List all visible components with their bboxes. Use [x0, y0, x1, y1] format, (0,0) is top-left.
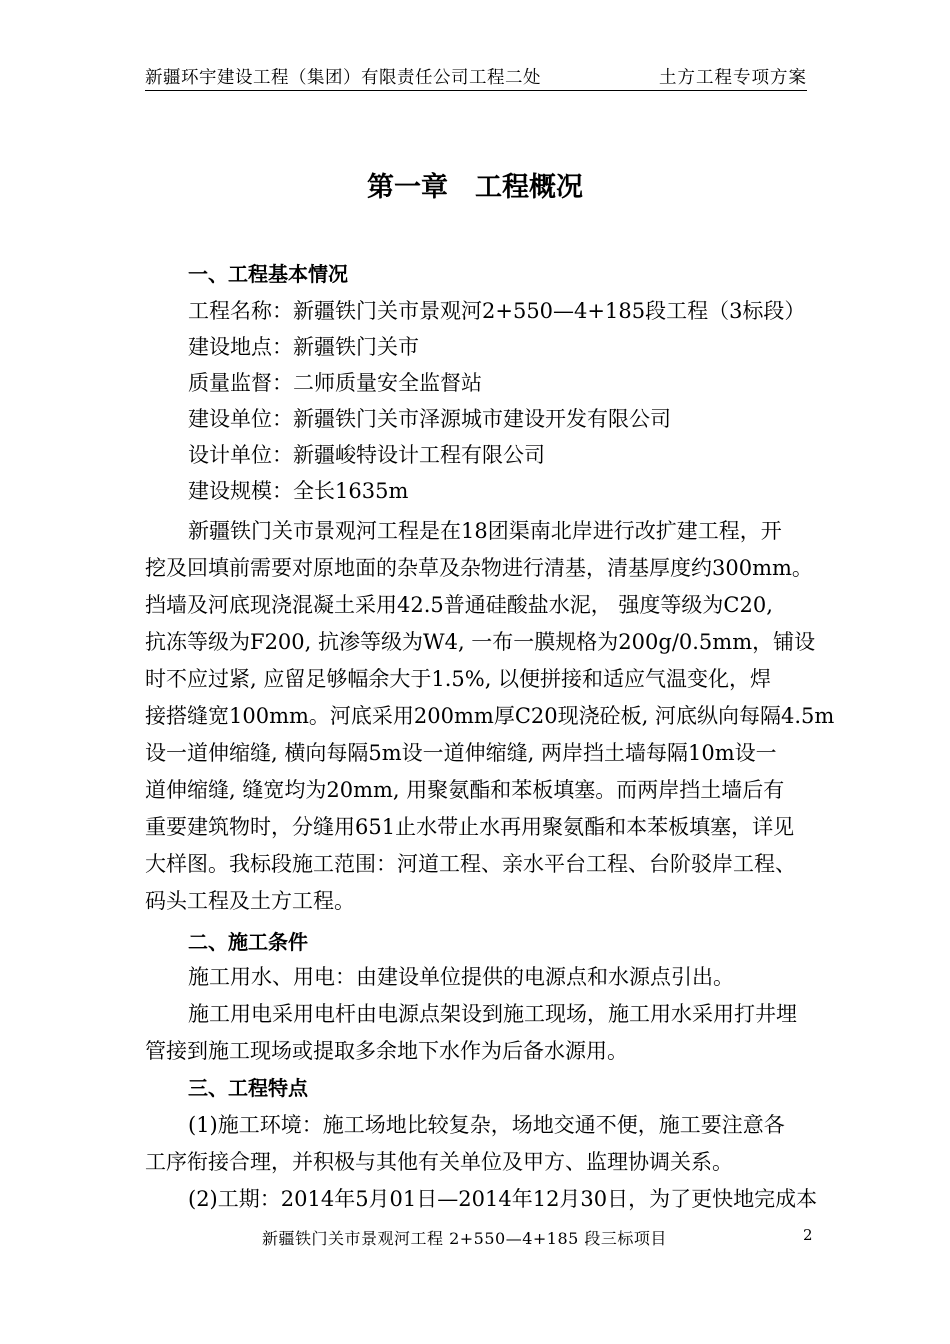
paragraph-line: 挡墙及河底现浇混凝土采用42.5普通硅酸盐水泥， 强度等级为C20, — [145, 593, 773, 617]
header-doc-title: 土方工程专项方案 — [659, 68, 807, 88]
paragraph-line: 接搭缝宽100mm。河底采用200mm厚C20现浇砼板, 河底纵向每隔4.5m — [145, 704, 835, 728]
paragraph-line: 工序衔接合理，并积极与其他有关单位及甲方、监理协调关系。 — [145, 1150, 733, 1174]
paragraph-line: 新疆铁门关市景观河工程是在18团渠南北岸进行改扩建工程，开 — [188, 519, 782, 543]
section-heading-2: 二、施工条件 — [188, 930, 308, 954]
page-header — [145, 62, 807, 91]
info-owner: 建设单位：新疆铁门关市泽源城市建设开发有限公司 — [188, 407, 671, 431]
paragraph-line: 抗冻等级为F200, 抗渗等级为W4, 一布一膜规格为200g/0.5mm，铺设 — [145, 630, 816, 654]
chapter-title: 第一章 工程概况 — [367, 172, 583, 203]
page-number: 2 — [803, 1226, 813, 1244]
paragraph-line: 施工用电采用电杆由电源点架设到施工现场，施工用水采用打井埋 — [188, 1002, 797, 1026]
section-heading-1: 一、工程基本情况 — [188, 262, 348, 286]
info-location: 建设地点：新疆铁门关市 — [188, 335, 419, 359]
info-quality-supervision: 质量监督：二师质量安全监督站 — [188, 371, 482, 395]
paragraph-line: 码头工程及土方工程。 — [145, 889, 355, 913]
info-scale: 建设规模：全长1635m — [188, 479, 409, 503]
info-project-name: 工程名称：新疆铁门关市景观河2+550—4+185段工程（3标段） — [188, 299, 806, 323]
paragraph-line: 施工用水、用电：由建设单位提供的电源点和水源点引出。 — [188, 965, 734, 989]
info-designer: 设计单位：新疆峻特设计工程有限公司 — [188, 443, 545, 467]
paragraph-line: 挖及回填前需要对原地面的杂草及杂物进行清基，清基厚度约300mm。 — [145, 556, 813, 580]
paragraph-line: 管接到施工现场或提取多余地下水作为后备水源用。 — [145, 1039, 628, 1063]
section-heading-3: 三、工程特点 — [188, 1076, 308, 1100]
paragraph-line: 重要建筑物时，分缝用651止水带止水再用聚氨酯和本苯板填塞，详见 — [145, 815, 795, 839]
paragraph-line: 大样图。我标段施工范围：河道工程、亲水平台工程、台阶驳岸工程、 — [145, 852, 796, 876]
paragraph-line: 道伸缩缝, 缝宽均为20mm, 用聚氨酯和苯板填塞。而两岸挡土墙后有 — [145, 778, 785, 802]
footer-project: 新疆铁门关市景观河工程 2+550—4+185 段三标项目 — [262, 1229, 667, 1248]
paragraph-line: 时不应过紧, 应留足够幅余大于1.5%, 以便拼接和适应气温变化，焊 — [145, 667, 772, 691]
header-company: 新疆环宇建设工程（集团）有限责任公司工程二处 — [145, 68, 541, 88]
paragraph-line: (2)工期：2014年5月01日—2014年12月30日，为了更快地完成本 — [188, 1187, 818, 1211]
paragraph-line: 设一道伸缩缝, 横向每隔5m设一道伸缩缝, 两岸挡土墙每隔10m设一 — [145, 741, 777, 765]
paragraph-line: (1)施工环境：施工场地比较复杂，场地交通不便，施工要注意各 — [188, 1113, 785, 1137]
